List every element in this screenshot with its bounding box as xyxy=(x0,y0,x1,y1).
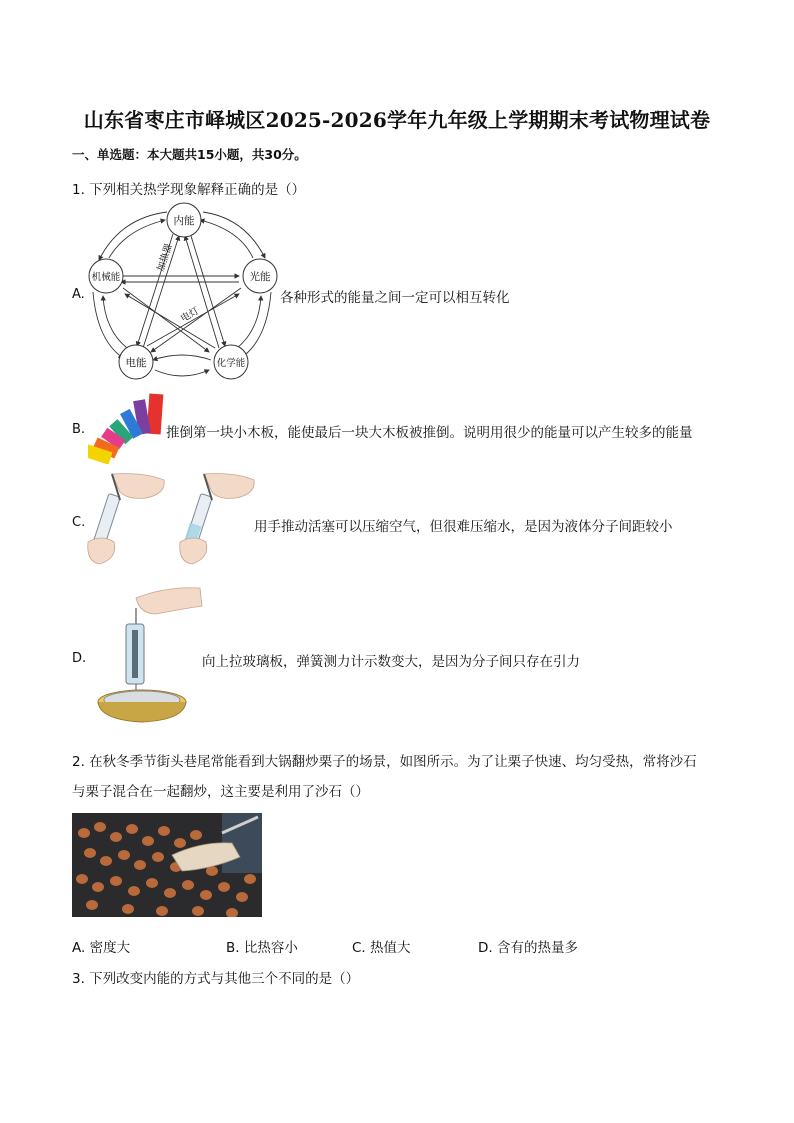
node-electrical-energy: 电能 xyxy=(125,357,147,369)
question-2-option-a: A. 密度大 xyxy=(72,940,131,956)
option-c-text: 用手推动活塞可以压缩空气，但很难压缩水，是因为液体分子间距较小 xyxy=(254,519,673,535)
question-2-option-c: C. 热值大 xyxy=(352,940,411,956)
page-title: 山东省枣庄市峄城区2025-2026学年九年级上学期期末考试物理试卷 xyxy=(83,108,711,132)
edge-label-heater: 加热器 xyxy=(155,242,175,273)
option-c-label: C. xyxy=(72,515,86,530)
option-a-label: A. xyxy=(72,287,85,302)
node-light-energy: 光能 xyxy=(249,271,271,283)
dominoes-image xyxy=(88,392,166,464)
question-2-option-b: B. 比热容小 xyxy=(226,940,298,956)
option-d-text: 向上拉玻璃板，弹簧测力计示数变大，是因为分子间只存在引力 xyxy=(202,654,580,670)
question-2-option-d: D. 含有的热量多 xyxy=(478,940,578,956)
node-internal-energy: 内能 xyxy=(173,215,195,227)
energy-conversion-diagram xyxy=(85,200,280,385)
option-d-label: D. xyxy=(72,651,87,666)
question-2-stem-line-1: 2. 在秋冬季节街头巷尾常能看到大锅翻炒栗子的场景，如图所示。为了让栗子快速、均匀受热，常将沙石 xyxy=(72,754,697,770)
option-b-label: B. xyxy=(72,422,86,437)
option-b-text: 推倒第一块小木板，能使最后一块大木板被推倒。说明用很少的能量可以产生较多的能量 xyxy=(166,425,693,441)
syringe-image xyxy=(84,472,256,570)
roasted-chestnuts-image xyxy=(72,813,262,917)
node-chemical-energy: 化学能 xyxy=(216,358,246,369)
question-1-stem: 1. 下列相关热学现象解释正确的是（） xyxy=(72,182,306,198)
spring-scale-image xyxy=(96,584,204,728)
edge-label-lamp: 电灯 xyxy=(179,305,201,325)
option-a-text: 各种形式的能量之间一定可以相互转化 xyxy=(280,290,510,306)
question-3-stem: 3. 下列改变内能的方式与其他三个不同的是（） xyxy=(72,971,360,987)
question-2-stem-line-2: 与栗子混合在一起翻炒，这主要是利用了沙石（） xyxy=(72,784,369,800)
node-mechanical-energy: 机械能 xyxy=(91,272,121,283)
section-heading: 一、单选题：本大题共15小题，共30分。 xyxy=(72,147,307,162)
